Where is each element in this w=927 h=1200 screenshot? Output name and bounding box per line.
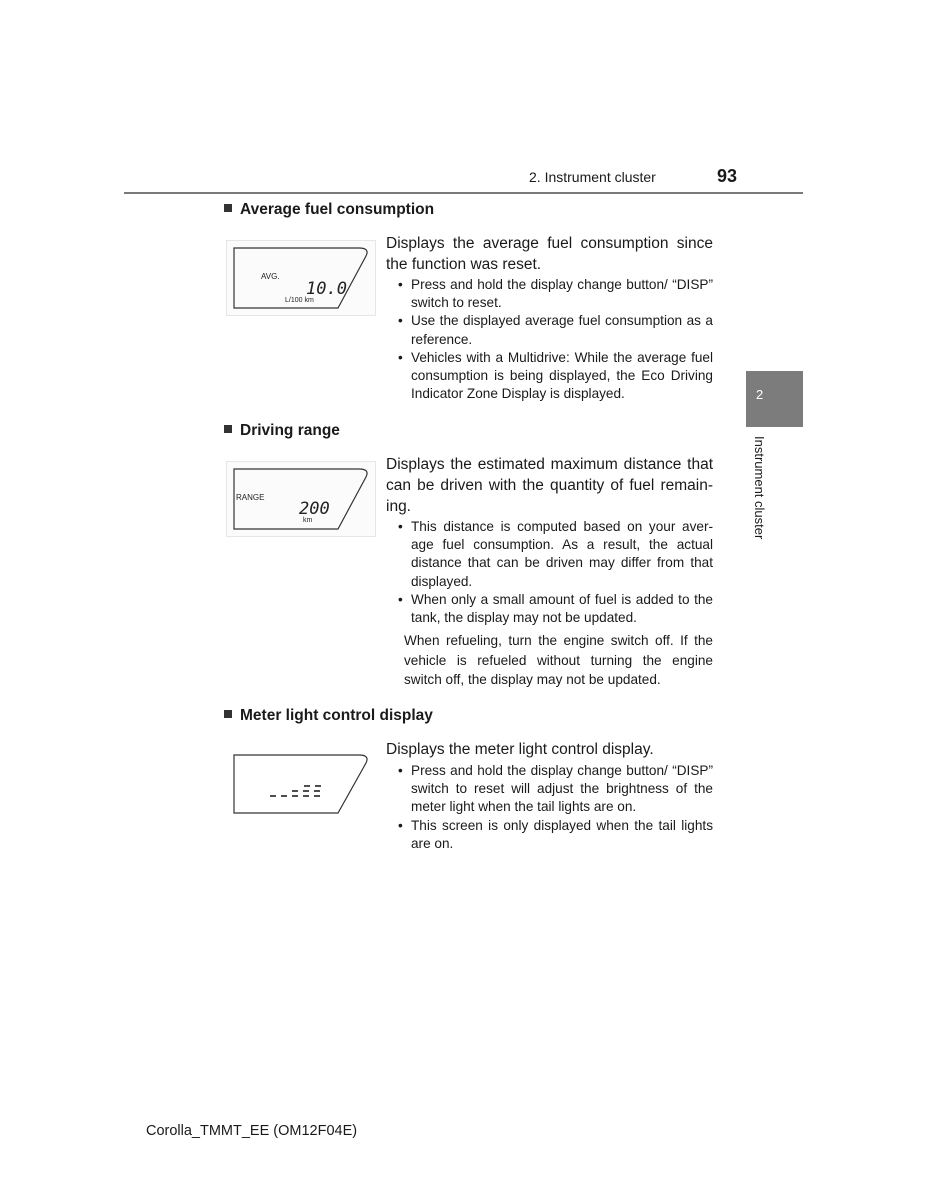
lcd-range-value: 200 — [299, 499, 330, 519]
bullet-list-average-fuel — [398, 276, 713, 403]
section-heading-text: Average fuel consumption — [240, 201, 435, 218]
section-heading-driving-range — [224, 422, 340, 440]
lcd-driving-range-figure — [226, 461, 376, 537]
square-bullet-icon — [224, 204, 232, 212]
list-item: • Use the displayed average fuel consumption as a reference. — [398, 312, 713, 348]
chapter-number: 2 — [756, 387, 764, 402]
running-header-section: 2. Instrument cluster — [529, 169, 656, 185]
section-heading-average-fuel — [224, 201, 434, 219]
bullet-list-meter-light — [398, 762, 713, 853]
section-heading-text: Driving range — [240, 422, 340, 439]
lcd-avg-unit: L/100 km — [285, 297, 314, 304]
section-heading-meter-light — [224, 707, 433, 725]
document-footer: Corolla_TMMT_EE (OM12F04E) — [146, 1123, 358, 1139]
lcd-avg-value: 10.0 — [306, 279, 347, 299]
square-bullet-icon — [224, 710, 232, 718]
page-number: 93 — [717, 166, 738, 186]
chapter-tab-label: Instrument cluster — [752, 436, 767, 540]
list-item: • When only a small amount of fuel is added to the tank, the display may not be updated. — [398, 591, 713, 627]
lcd-avg-label: AVG. — [261, 272, 280, 281]
list-item: • This distance is computed based on your aver-age fuel consumption. As a result, the actual distance that can be driven may differ from that displayed. — [398, 518, 713, 591]
list-item: • Press and hold the display change button/ “DISP” switch to reset. — [398, 276, 713, 312]
bullet-list-driving-range — [398, 518, 713, 627]
refueling-note: When refueling, turn the engine switch off. If the vehicle is refueled without turning the engine switch off, the display may not be updated. — [404, 633, 713, 688]
lcd-range-label: RANGE — [236, 493, 265, 502]
section-description-meter-light: Displays the meter light control display. — [386, 741, 654, 758]
square-bullet-icon — [224, 425, 232, 433]
brightness-level-segments — [270, 786, 321, 796]
section-heading-text: Meter light control display — [240, 707, 433, 724]
header-divider — [124, 192, 803, 194]
lcd-average-fuel-figure — [226, 240, 376, 316]
list-item: • This screen is only displayed when the tail lights are on. — [398, 817, 713, 853]
lcd-range-unit: km — [303, 517, 313, 524]
list-item: • Vehicles with a Multidrive: While the average fuel consumption is being displayed, the Eco Driving Indicator Zone Display is displayed. — [398, 349, 713, 404]
lcd-meter-light-figure — [226, 749, 376, 819]
list-item: • Press and hold the display change button/ “DISP” switch to reset will adjust the brightness of the meter light when the tail lights are on. — [398, 762, 713, 817]
section-description-average-fuel: Displays the average fuel consumption since the function was reset. — [386, 235, 713, 273]
section-description-driving-range: Displays the estimated maximum distance that can be driven with the quantity of fuel remain-ing. — [386, 456, 713, 515]
chapter-tab — [746, 371, 803, 427]
